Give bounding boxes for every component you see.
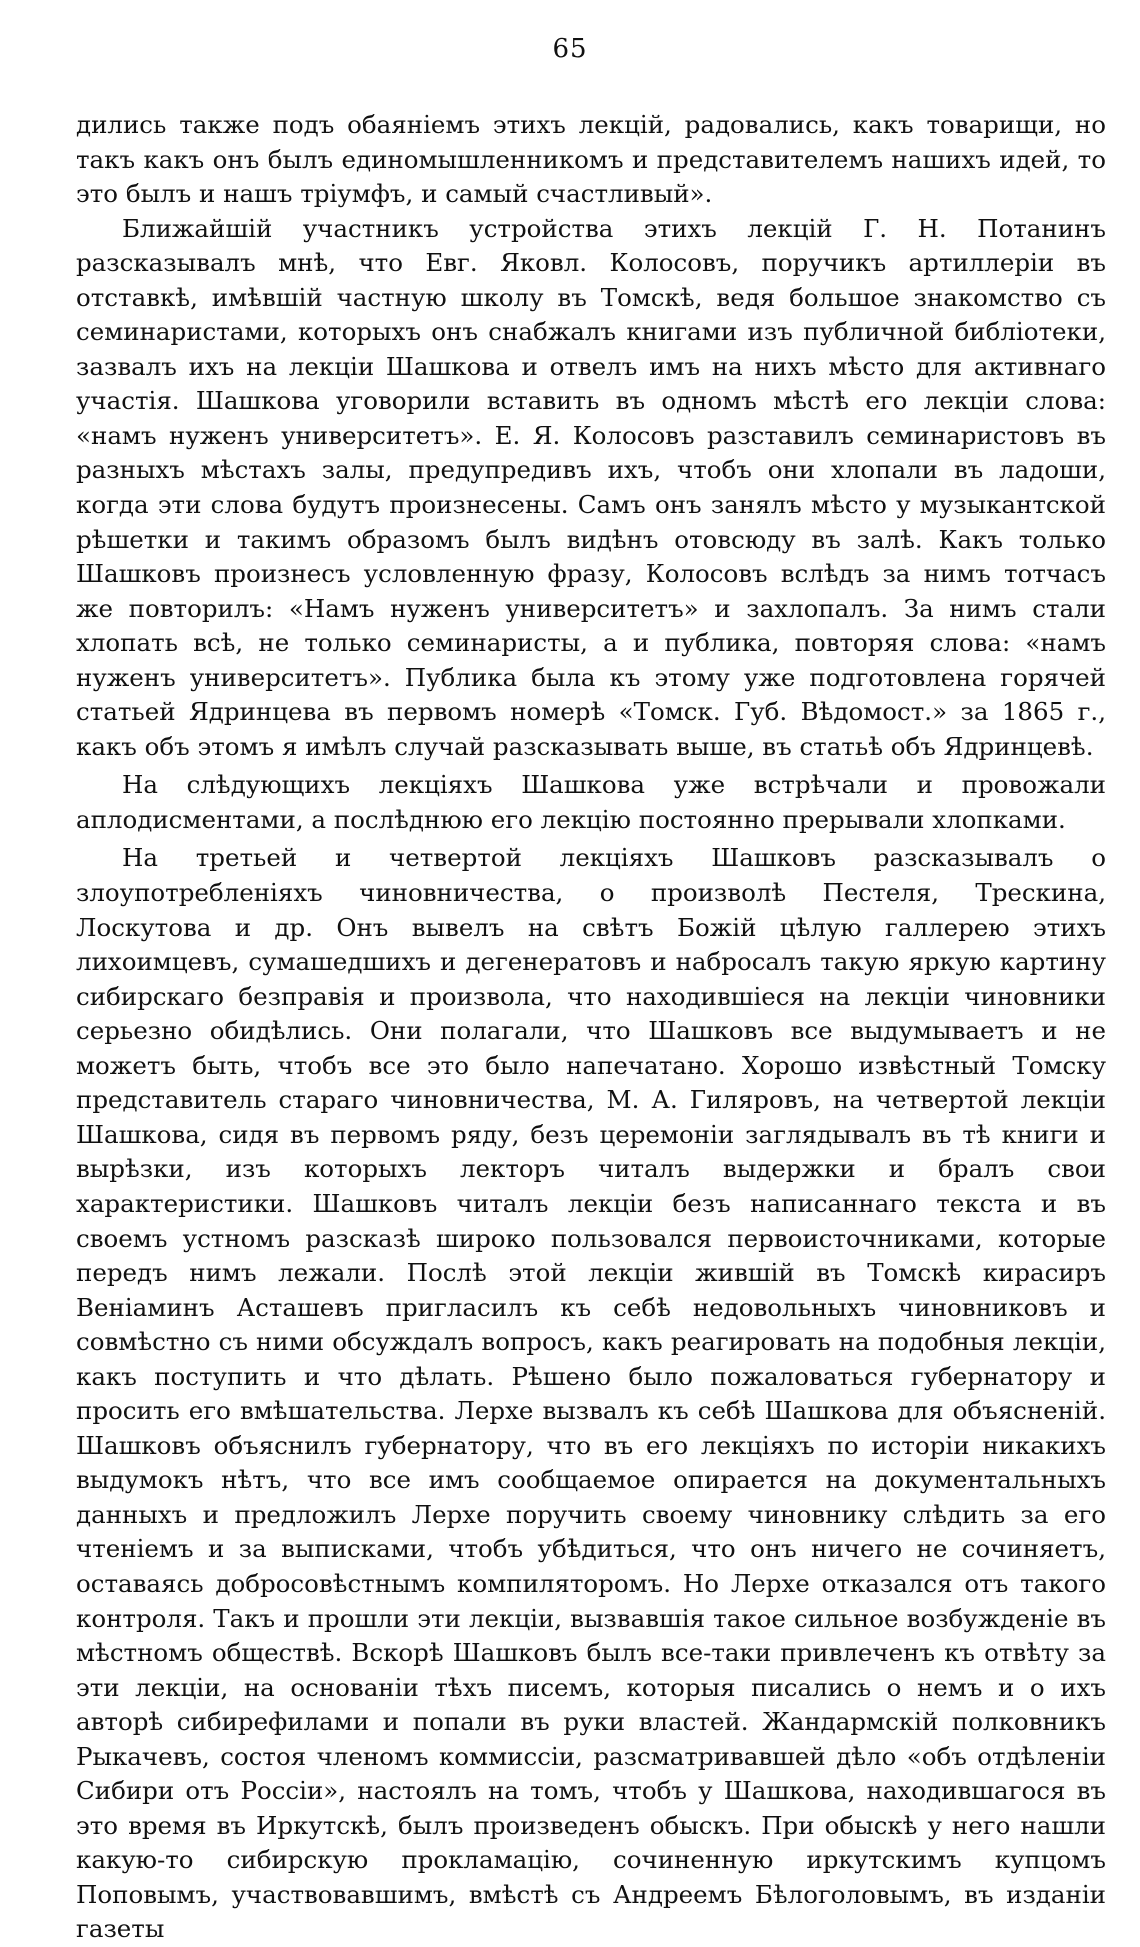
paragraph-continuation: дились также подъ обаяніемъ этихъ лекцій, радовались, какъ товарищи, но такъ какъ онъ былъ единомышленникомъ и представителемъ нашихъ идей, то это былъ и нашъ тріумфъ, и самый счастливый». <box>76 110 1106 209</box>
paragraph-potanin-account: Ближайшій участникъ устройства этихъ лекцій Г. Н. Потанинъ разсказывалъ мнѣ, что Евг. Яковл. Колосовъ, поручикъ артиллеріи въ отставкѣ, имѣвшій частную школу въ Томскѣ, ведя большое знакомство съ семинаристами, которыхъ онъ снабжалъ книгами изъ публичной библіотеки, зазвалъ ихъ на лекціи Шашкова и отвелъ имъ на нихъ мѣсто для активнаго участія. Шашкова уговорили вставить въ одномъ мѣстѣ его лекціи слова: «намъ нуженъ университетъ». Е. Я. Колосовъ разставилъ семинаристовъ въ разныхъ мѣстахъ залы, предупредивъ ихъ, чтобъ они хлопали въ ладоши, когда эти слова будутъ произнесены. Самъ онъ занялъ мѣсто у музыкантской рѣшетки и такимъ образомъ былъ видѣнъ отовсюду въ залѣ. Какъ только Шашковъ произнесъ условленную фразу, Колосовъ вслѣдъ за нимъ тотчасъ же повторилъ: «Намъ нуженъ университетъ» и захлопалъ. За нимъ стали хлопать всѣ, не только семинаристы, а и публика, повторяя слова: «намъ нуженъ университетъ». Публика была къ этому уже подготовлена горячей статьей Ядринцева въ первомъ номерѣ «Томск. Губ. Вѣдомост.» за 1865 г., какъ объ этомъ я имѣлъ случай разсказывать выше, въ статьѣ объ Ядринцевѣ. <box>76 213 1106 761</box>
paragraph-applause: На слѣдующихъ лекціяхъ Шашкова уже встрѣчали и провожали аплодисментами, а послѣднюю его лекцію постоянно прерывали хлопками. <box>76 770 1106 834</box>
page-number: 65 <box>552 34 588 64</box>
page-text <box>76 108 1106 1947</box>
paragraph-third-fourth-lectures: На третьей и четвертой лекціяхъ Шашковъ разсказывалъ о злоупотребленіяхъ чиновничества, о произволѣ Пестеля, Трескина, Лоскутова и др. Онъ вывелъ на свѣтъ Божій цѣлую галлерею этихъ лихоимцевъ, сумашедшихъ и дегенератовъ и набросалъ такую яркую картину сибирскаго безправія и произвола, что находившіеся на лекціи чиновники серьезно обидѣлись. Они полагали, что Шашковъ все выдумываетъ и не можетъ быть, чтобъ все это было напечатано. Хорошо извѣстный Томску представитель стараго чиновничества, М. А. Гиляровъ, на четвертой лекціи Шашкова, сидя въ первомъ ряду, безъ церемоніи заглядывалъ въ тѣ книги и вырѣзки, изъ которыхъ лекторъ читалъ выдержки и бралъ свои характеристики. Шашковъ читалъ лекціи безъ написаннаго текста и въ своемъ устномъ разсказѣ широко пользовался первоисточниками, которые передъ нимъ лежали. Послѣ этой лекціи жившій въ Томскѣ кирасиръ Веніаминъ Асташевъ пригласилъ къ себѣ недовольныхъ чиновниковъ и совмѣстно съ ними обсуждалъ вопросъ, какъ реагировать на подобныя лекціи, какъ поступить и что дѣлать. Рѣшено было пожаловаться губернатору и просить его вмѣшательства. Лерхе вызвалъ къ себѣ Шашкова для объясненій. Шашковъ объяснилъ губернатору, что въ его лекціяхъ по исторіи никакихъ выдумокъ нѣтъ, что все имъ сообщаемое опирается на документальныхъ данныхъ и предложилъ Лерхе поручить своему чиновнику слѣдить за его чтеніемъ и за выписками, чтобъ убѣдиться, что онъ ничего не сочиняетъ, оставаясь добросовѣстнымъ компиляторомъ. Но Лерхе отказался отъ такого контроля. Такъ и прошли эти лекціи, вызвавшія такое сильное возбужденіе въ мѣстномъ обществѣ. Вскорѣ Шашковъ былъ все-таки привлеченъ къ отвѣту за эти лекціи, на основаніи тѣхъ писемъ, которыя писались о немъ и о ихъ авторѣ сибирефилами и попали въ руки властей. Жандармскій полковникъ Рыкачевъ, состоя членомъ коммиссіи, разсматривавшей дѣло «объ отдѣленіи Сибири отъ Россіи», настоялъ на томъ, чтобъ у Шашкова, находившагося въ это время въ Иркутскѣ, былъ произведенъ обыскъ. При обыскѣ у него нашли какую-то сибирскую прокламацію, сочиненную иркутскимъ купцомъ Поповымъ, участвовавшимъ, вмѣстѣ съ Андреемъ Бѣлоголовымъ, въ изданіи газеты <box>76 843 1106 1944</box>
